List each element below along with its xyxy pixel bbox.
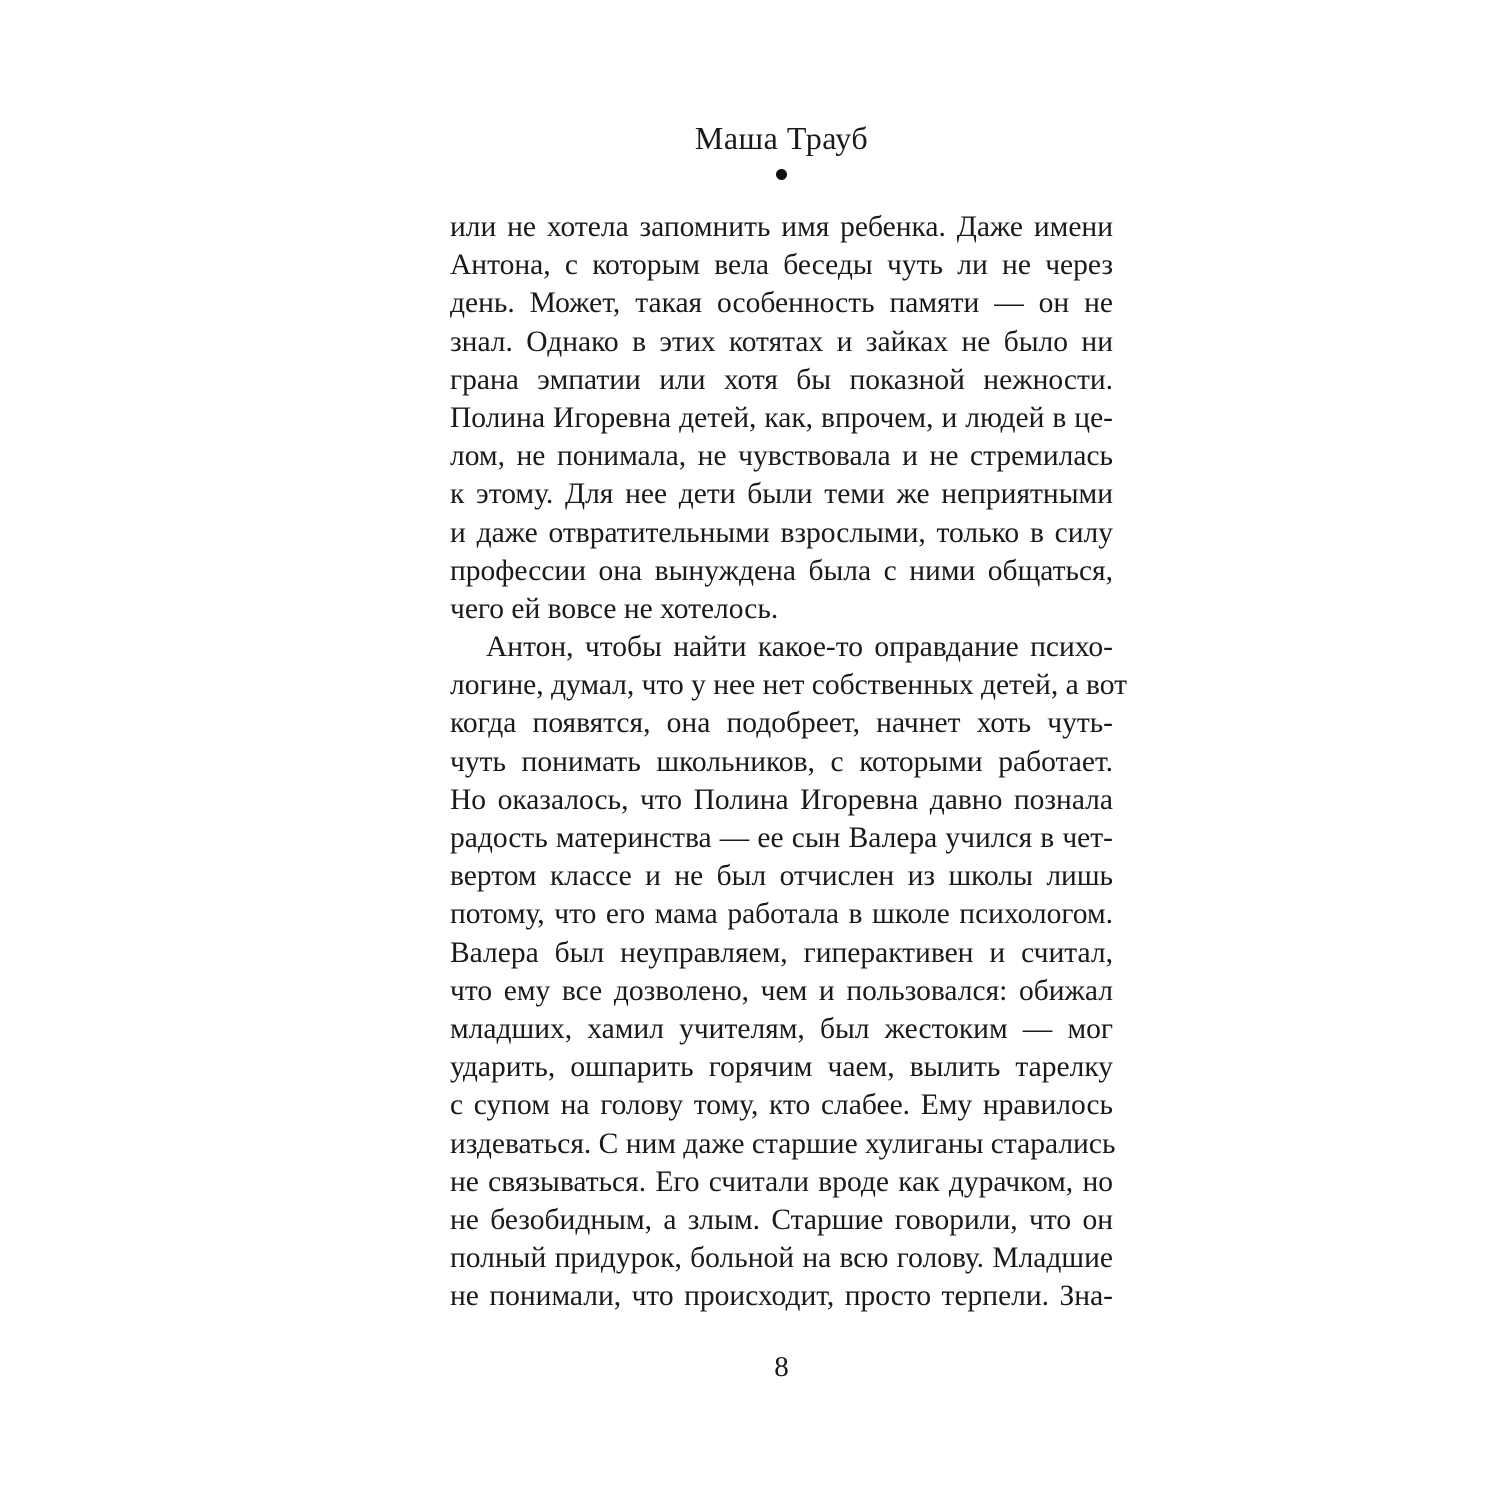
text-line: с супом на голову тому, кто слабее. Ему нравилось	[450, 1089, 1113, 1122]
text-line: ударить, ошпарить горячим чаем, вылить тарелку	[450, 1051, 1113, 1084]
text-line: не безобидным, а злым. Старшие говорили, что он	[450, 1203, 1113, 1236]
text-line: полный придурок, больной на всю голову. Младшие	[450, 1242, 1113, 1275]
text-line: издеваться. С ним даже старшие хулиганы старались	[450, 1127, 1116, 1160]
running-head-bullet	[776, 169, 787, 180]
text-line: знал. Однако в этих котятах и зайках не было ни	[450, 325, 1113, 358]
text-line: младших, хамил учителям, был жестоким — мог	[450, 1012, 1113, 1045]
text-line: Полина Игоревна детей, как, впрочем, и людей в це-	[450, 401, 1113, 434]
body-text	[450, 208, 1128, 1315]
text-line: вертом классе и не был отчислен из школы лишь	[450, 860, 1113, 893]
text-line: радость материнства — ее сын Валера учился в чет-	[450, 822, 1113, 854]
text-line: чего ей вовсе не хотелось.	[450, 592, 779, 625]
text-line: к этому. Для нее дети были теми же неприятными	[450, 478, 1113, 511]
text-line: Антон, чтобы найти какое-то оправдание психо-	[486, 631, 1113, 664]
page-number: 8	[774, 1351, 789, 1383]
text-line: не понимали, что происходит, просто терпели. Зна-	[450, 1280, 1113, 1313]
text-line: Антона, с которым вела беседы чуть ли не через	[450, 249, 1113, 282]
text-line: логине, думал, что у нее нет собственных детей, а вот	[450, 669, 1128, 702]
text-line: профессии она вынуждена была с ними общаться,	[450, 554, 1113, 587]
text-line: не связываться. Его считали вроде как дурачком, но	[450, 1165, 1113, 1198]
text-line: что ему все дозволено, чем и пользовался: обижал	[450, 974, 1113, 1007]
text-line: лом, не понимала, не чувствовала и не стремилась	[450, 440, 1113, 473]
text-line: и даже отвратительными взрослыми, только в силу	[450, 516, 1113, 549]
text-line: Валера был неуправляем, гиперактивен и считал,	[450, 936, 1113, 969]
text-line: Но оказалось, что Полина Игоревна давно познала	[450, 783, 1113, 816]
text-line: потому, что его мама работала в школе психологом.	[450, 898, 1113, 931]
text-line: или не хотела запомнить имя ребенка. Даже имени	[450, 211, 1113, 243]
running-head: Маша Трауб	[694, 120, 869, 156]
text-line: грана эмпатии или хотя бы показной нежности.	[450, 363, 1113, 396]
text-line: когда появятся, она подобреет, начнет хоть чуть-	[450, 707, 1113, 740]
text-line: день. Может, такая особенность памяти — он не	[450, 287, 1113, 320]
text-line: чуть понимать школьников, с которыми работает.	[450, 745, 1113, 778]
